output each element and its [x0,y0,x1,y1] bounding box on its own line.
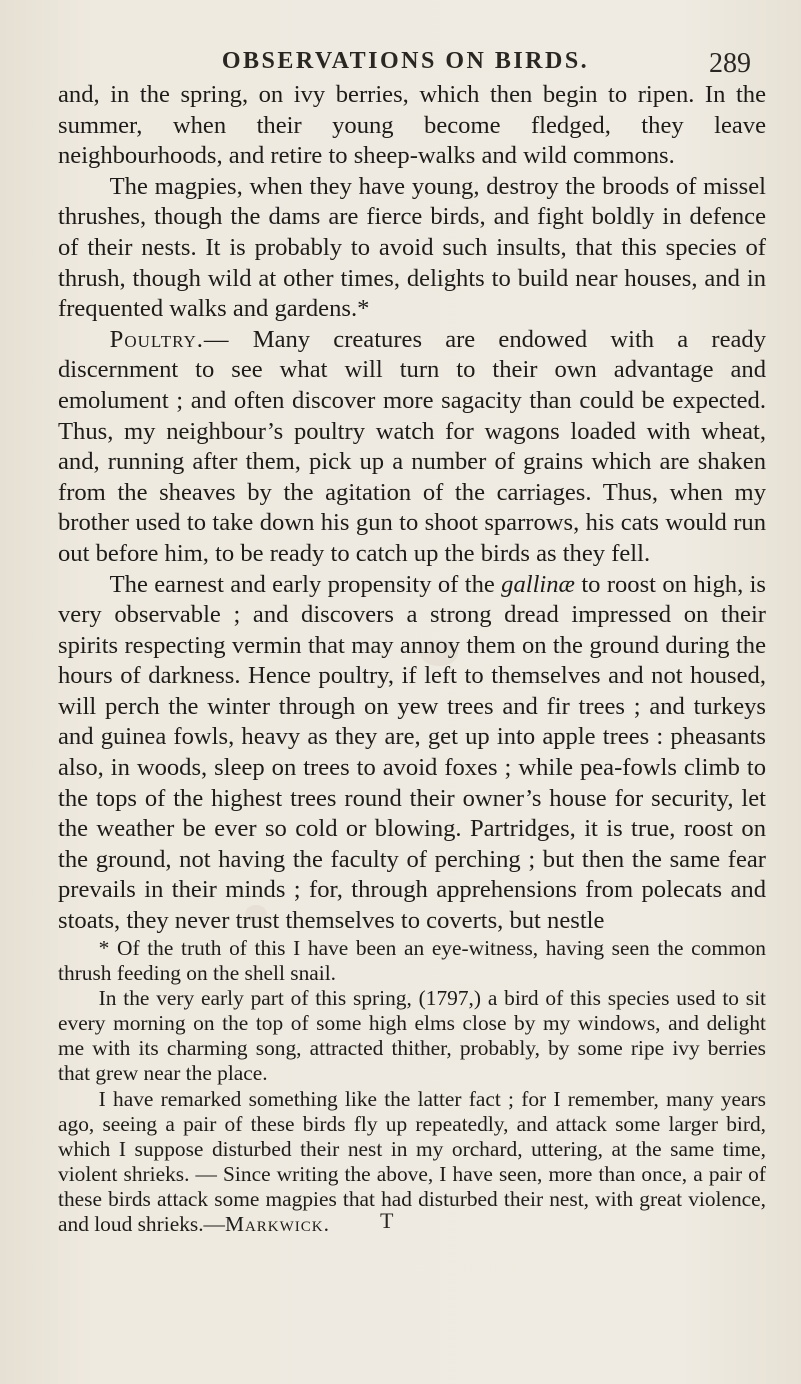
running-title: OBSERVATIONS ON BIRDS. [221,48,590,74]
paragraph-poultry [58,325,766,570]
printer-signature-mark: T [380,1208,394,1233]
term-gallinae: gallinæ [501,570,575,598]
footnote-markwick-text: I have remarked something like the latter fact ; for I remember, many years ago, seeing a pair of these birds fly up repeatedly, and attack some larger bird, which I suppose disturbed their nest in my orchard, uttering, at the same time, violent shrieks. — Since writing the above, I have seen, more than once, a pair of these birds attack some magpies that had disturbed their nest, with great violence, and loud shrieks.— [58,1086,766,1237]
footnote-signature: Markwick. [224,1212,330,1237]
running-head [60,48,751,82]
page-number: 289 [709,48,751,79]
paragraph-roosting [58,570,766,937]
paragraph-magpies: The magpies, when they have young, destroy the broods of missel thrushes, though the dams are fierce birds, and fight boldly in defence of their nests. It is probably to avoid such insults, that this species of thrush, though wild at other times, delights to build near houses, and in frequented walks and gardens.* [58,172,766,323]
section-heading-poultry: Poultry.— [109,325,230,353]
footnote-markwick [58,1087,766,1238]
footnote-spring-1797: In the very early part of this spring, (1797,) a bird of this species used to sit every morning on the top of some high elms close by my windows, and delight me with its charming song, attracted thither, probably, by some ripe ivy berries that grew near the place. [58,986,766,1086]
paragraph-ivy-berries: and, in the spring, on ivy berries, which then begin to ripen. In the summer, when their young become fledged, they leave neighbourhoods, and retire to sheep-walks and wild commons. [58,81,766,170]
footnotes [58,936,766,1237]
paragraph-roosting-start: The earnest and early propensity of the [109,570,502,598]
paragraph-roosting-rest: to roost on high, is very observable ; and discovers a strong dread impressed on their spirits respecting vermin that may annoy them on the ground during the hours of darkness. Hence poultry, if left to themselves and not housed, will perch the winter through on yew trees and fir trees ; and turkeys and guinea fowls, heavy as they are, get up into apple trees : pheasants also, in woods, sleep on trees to avoid foxes ; while pea-fowls climb to the tops of the highest trees round their owner’s house for security, let the weather be ever so cold or blowing. Partridges, it is true, roost on the ground, not having the faculty of perching ; but then the same fear prevails in their minds ; for, through apprehensions from polecats and stoats, they never trust themselves to coverts, but nestle [58,570,766,935]
main-text [58,80,766,937]
footnote-thrush-witness: * Of the truth of this I have been an eye-witness, having seen the common thrush feeding on the shell snail. [58,936,766,986]
paragraph-poultry-text: Many creatures are endowed with a ready discernment to see what will turn to their own advantage and emolument ; and often discover more sagacity than could be expected. Thus, my neighbour’s poultry watch for wagons loaded with wheat, and, running after them, pick up a number of grains which are shaken from the sheaves by the agitation of the carriages. Thus, when my brother used to take down his gun to shoot sparrows, his cats would run out before him, to be ready to catch up the birds as they fell. [58,325,766,567]
